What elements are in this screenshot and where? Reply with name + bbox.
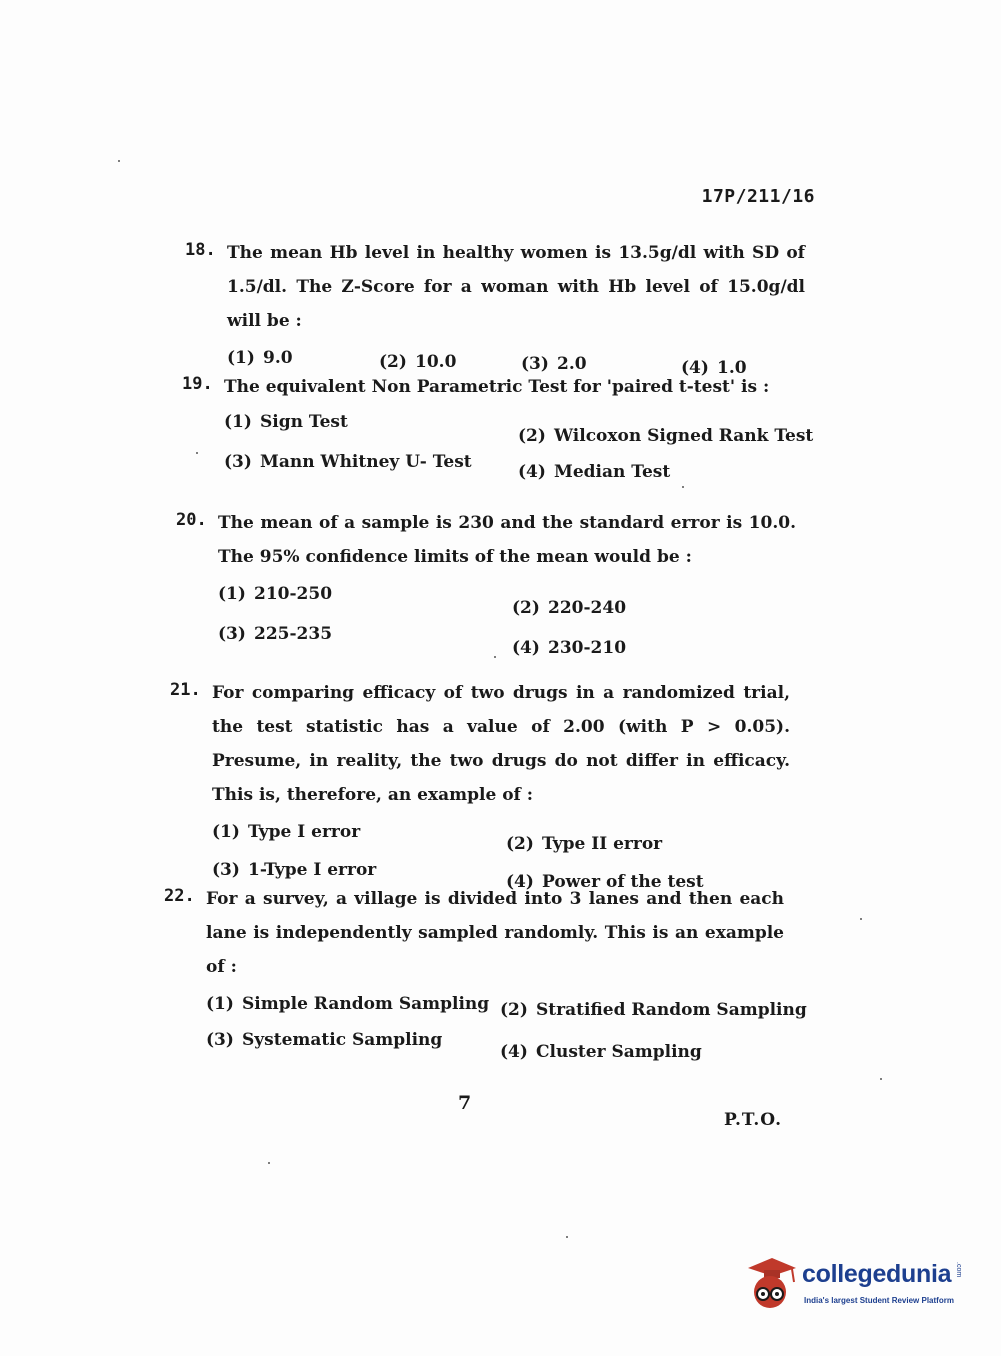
option-number: (4)	[681, 358, 709, 378]
option-number: (2)	[506, 834, 534, 854]
question-number: 21.	[170, 680, 201, 700]
scan-speck	[682, 486, 684, 488]
question-19	[182, 370, 814, 488]
option-number: (3)	[212, 860, 240, 880]
option-text: Cluster Sampling	[536, 1042, 702, 1062]
option-2	[500, 1000, 807, 1020]
pto-label: P.T.O.	[724, 1110, 782, 1130]
option-text: Stratified Random Sampling	[536, 1000, 807, 1020]
option-2	[518, 426, 813, 446]
scan-speck	[860, 918, 862, 920]
scan-speck	[494, 656, 496, 658]
option-number: (4)	[518, 462, 546, 482]
option-text: 10.0	[415, 352, 457, 372]
question-number: 22.	[164, 886, 195, 906]
option-number: (2)	[518, 426, 546, 446]
option-text: 9.0	[263, 348, 293, 368]
option-text: 1.0	[717, 358, 747, 378]
option-number: (4)	[500, 1042, 528, 1062]
option-text: Simple Random Sampling	[242, 994, 490, 1014]
option-text: 225-235	[254, 624, 333, 644]
option-text: Mann Whitney U- Test	[260, 452, 472, 472]
option-text: Wilcoxon Signed Rank Test	[554, 426, 814, 446]
option-number: (4)	[506, 872, 534, 892]
question-text: The equivalent Non Parametric Test for 'paired t-test' is :	[224, 377, 770, 397]
option-3	[212, 860, 376, 880]
logo-tagline: India's largest Student Review Platform	[804, 1296, 954, 1305]
question-21	[170, 676, 790, 896]
option-number: (1)	[212, 822, 240, 842]
logo-domain-suffix: .com	[955, 1262, 962, 1278]
scan-speck	[566, 1236, 568, 1238]
option-number: (4)	[512, 638, 540, 658]
graduate-mascot-icon	[742, 1254, 800, 1314]
option-number: (3)	[206, 1030, 234, 1050]
option-2	[512, 598, 626, 618]
question-text: The mean Hb level in healthy women is 13.5g/dl with SD of 1.5/dl. The Z-Score for a woman with Hb level of 15.0g/dl will be :	[227, 243, 805, 331]
option-3	[224, 452, 472, 472]
paper-code: 17P/211/16	[701, 186, 815, 207]
option-text: Type I error	[248, 822, 361, 842]
option-text: 210-250	[254, 584, 333, 604]
option-number: (2)	[500, 1000, 528, 1020]
option-4	[512, 638, 626, 658]
option-2	[379, 352, 456, 372]
option-text: 220-240	[548, 598, 627, 618]
option-1	[218, 584, 332, 604]
option-number: (3)	[521, 354, 549, 374]
option-number: (3)	[224, 452, 252, 472]
option-number: (2)	[512, 598, 540, 618]
question-number: 18.	[185, 240, 216, 260]
option-number: (1)	[206, 994, 234, 1014]
question-22	[164, 882, 807, 1068]
question-text: The mean of a sample is 230 and the standard error is 10.0. The 95% confidence limits of the mean would be :	[218, 513, 796, 567]
scan-speck	[118, 160, 120, 162]
option-text: Type II error	[542, 834, 663, 854]
question-number: 19.	[182, 374, 213, 394]
option-text: Sign Test	[260, 412, 348, 432]
scan-speck	[196, 452, 198, 454]
option-3	[218, 624, 332, 644]
question-number: 20.	[176, 510, 207, 530]
option-4	[500, 1042, 702, 1062]
options-list	[224, 408, 814, 488]
option-text: 1-Type I error	[248, 860, 377, 880]
option-text: 2.0	[557, 354, 587, 374]
option-4	[518, 462, 670, 482]
option-text: Systematic Sampling	[242, 1030, 443, 1050]
scan-speck	[880, 1078, 882, 1080]
question-text: For a survey, a village is divided into 3 lanes and then each lane is independently sampled randomly. This is an example of :	[206, 889, 784, 977]
option-3	[206, 1030, 442, 1050]
option-1	[212, 822, 360, 842]
option-number: (1)	[224, 412, 252, 432]
option-number: (1)	[227, 348, 255, 368]
option-1	[227, 348, 293, 368]
option-text: 230-210	[548, 638, 627, 658]
collegedunia-logo	[742, 1250, 972, 1320]
options-list	[206, 988, 807, 1068]
option-1	[206, 994, 489, 1014]
option-number: (1)	[218, 584, 246, 604]
option-number: (3)	[218, 624, 246, 644]
option-2	[506, 834, 662, 854]
page-number: 7	[458, 1092, 472, 1114]
option-number: (2)	[379, 352, 407, 372]
question-18	[185, 236, 805, 382]
logo-brand-name: collegedunia	[802, 1260, 952, 1288]
scan-speck	[268, 1162, 270, 1164]
option-1	[224, 412, 348, 432]
question-20	[176, 506, 796, 658]
options-list	[218, 578, 796, 658]
option-text: Power of the test	[542, 872, 704, 892]
option-text: Median Test	[554, 462, 671, 482]
question-text: For comparing efficacy of two drugs in a randomized trial, the test statistic has a value of 2.00 (with P > 0.05). Presume, in reality, the two drugs do not differ in efficacy. This is, therefore, an example of :	[212, 683, 790, 805]
